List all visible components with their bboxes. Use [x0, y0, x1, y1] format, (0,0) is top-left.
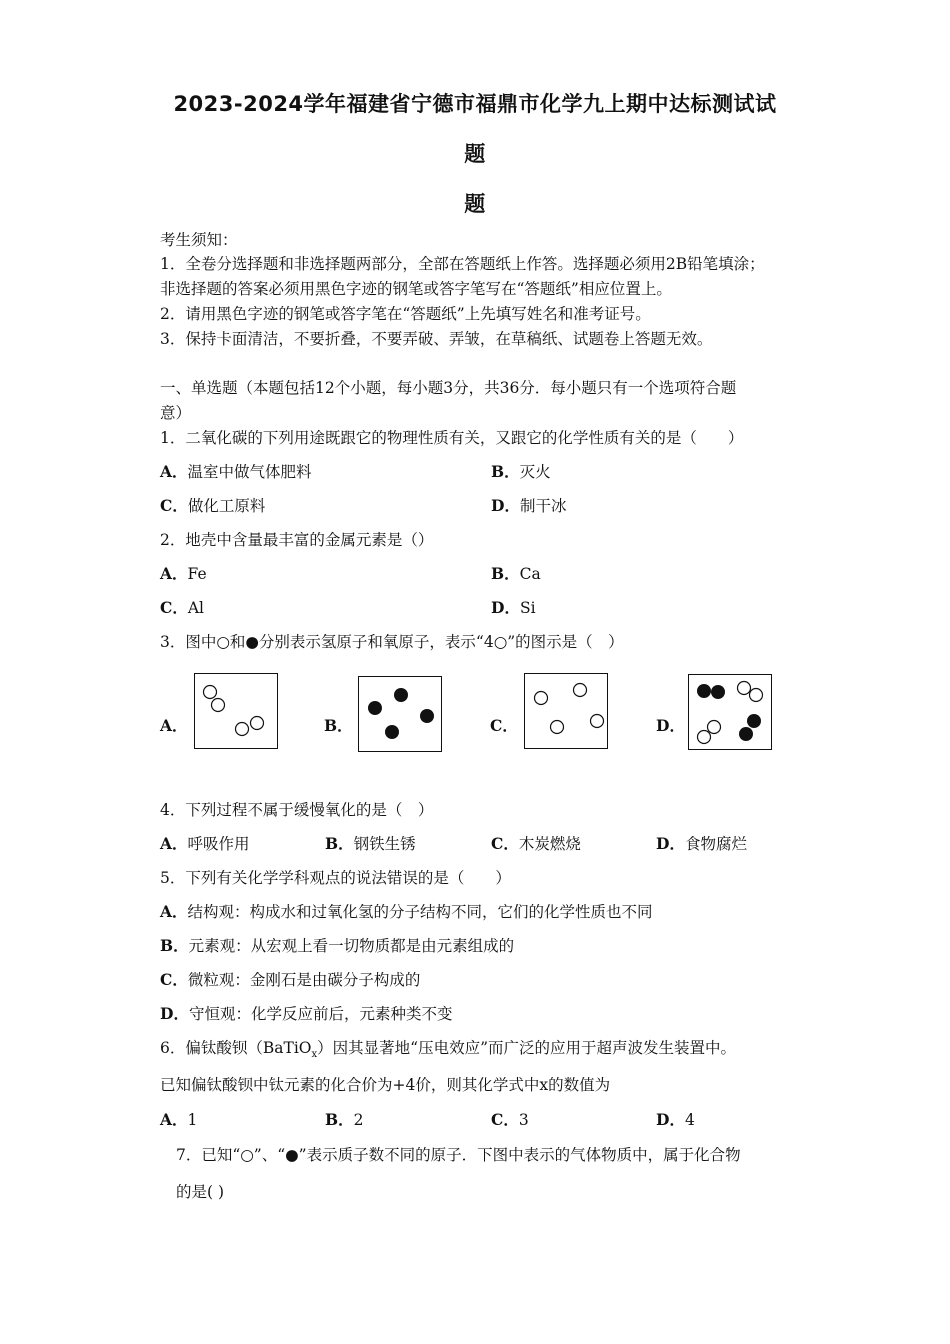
section-heading: 一、单选题（本题包括12个小题，每小题3分，共36分．每小题只有一个选项符合题 [160, 379, 737, 397]
notice-item-2: 2．请用黑色字迹的钢笔或答字笔在“答题纸”上先填写姓名和准考证号。 [160, 305, 651, 323]
option-letter: A． [160, 462, 188, 481]
option-text: 灭火 [519, 463, 551, 481]
q3-diagram-c [524, 673, 608, 749]
option-text: 1 [187, 1111, 198, 1129]
q3-option-d-letter[interactable]: D． [656, 716, 685, 735]
question-6-stem [160, 1036, 736, 1060]
page-title-continuation-2: 题 [464, 192, 486, 216]
option-letter: C． [160, 496, 188, 515]
option-text: 呼吸作用 [187, 835, 250, 853]
oxygen-atom [739, 727, 753, 741]
notice-item-1: 1．全卷分选择题和非选择题两部分，全部在答题纸上作答。选择题必须用2B铅笔填涂； [160, 255, 765, 273]
option-letter: D． [656, 834, 685, 853]
hydrogen-atom [551, 721, 564, 734]
q5-option-c[interactable] [160, 968, 420, 990]
option-letter: B． [325, 1110, 354, 1129]
option-text: Fe [187, 565, 207, 583]
q4-option-d[interactable] [656, 832, 747, 854]
q2-option-b[interactable] [491, 562, 541, 584]
q3-diagram-a [194, 673, 278, 749]
q6-option-c[interactable] [491, 1108, 529, 1130]
hydrogen-atom [535, 692, 548, 705]
hydrogen-atom [698, 731, 711, 744]
q2-option-c[interactable] [160, 596, 204, 618]
hydrogen-atom [750, 689, 763, 702]
option-letter: B． [491, 462, 520, 481]
q2-option-d[interactable] [491, 596, 536, 618]
option-letter: B． [160, 936, 189, 955]
option-text: 3 [518, 1111, 529, 1129]
option-text: 微粒观：金刚石是由碳分子构成的 [187, 971, 421, 989]
molecule-diagram-b [359, 677, 443, 753]
option-letter: A． [160, 902, 188, 921]
question-2-stem: 2．地壳中含量最丰富的金属元素是（） [160, 531, 434, 549]
hydrogen-atom [236, 723, 249, 736]
hydrogen-atom [574, 684, 587, 697]
q6-formula-subscript: x [311, 1049, 318, 1061]
question-7-stem-cont: 的是( ) [176, 1183, 225, 1201]
hydrogen-atom [212, 699, 225, 712]
option-text: Al [187, 599, 204, 617]
option-text: 4 [684, 1111, 695, 1129]
q6-option-d[interactable] [656, 1108, 695, 1130]
q1-option-b[interactable] [491, 460, 551, 482]
notice-heading: 考生须知： [160, 231, 238, 249]
q6-stem-part: 6．偏钛酸钡（BaTiO [160, 1039, 312, 1057]
option-text: 2 [353, 1111, 364, 1129]
page-title: 2023-2024学年福建省宁德市福鼎市化学九上期中达标测试试 [173, 92, 777, 116]
oxygen-atom [385, 725, 399, 739]
option-text: 制干冰 [519, 497, 567, 515]
q3-diagram-b [358, 676, 442, 752]
oxygen-atom [394, 688, 408, 702]
q6-option-b[interactable] [325, 1108, 363, 1130]
q4-option-a[interactable] [160, 832, 250, 854]
q4-option-b[interactable] [325, 832, 416, 854]
molecule-diagram-c [525, 674, 609, 750]
option-text: 元素观：从宏观上看一切物质都是由元素组成的 [188, 937, 515, 955]
molecule-diagram-a [195, 674, 279, 750]
option-text: 守恒观：化学反应前后，元素种类不变 [188, 1005, 453, 1023]
notice-item-1-cont: 非选择题的答案必须用黑色字迹的钢笔或答字笔写在“答题纸”相应位置上。 [160, 280, 672, 298]
option-text: 做化工原料 [187, 497, 266, 515]
q6-option-a[interactable] [160, 1108, 197, 1130]
q5-option-d[interactable] [160, 1002, 452, 1024]
q5-option-a[interactable] [160, 900, 653, 922]
oxygen-atom [420, 709, 434, 723]
option-letter: C． [160, 970, 188, 989]
q5-option-b[interactable] [160, 934, 514, 956]
q1-option-a[interactable] [160, 460, 312, 482]
hydrogen-atom [204, 686, 217, 699]
hydrogen-atom [591, 715, 604, 728]
q1-option-d[interactable] [491, 494, 566, 516]
q6-stem-part: ）因其显著地“压电效应”而广泛的应用于超声波发生装置中。 [317, 1039, 736, 1057]
oxygen-atom [368, 701, 382, 715]
question-7-stem: 7．已知“○”、“●”表示质子数不同的原子．下图中表示的气体物质中，属于化合物 [176, 1146, 741, 1164]
q3-option-b-letter[interactable]: B． [324, 716, 353, 735]
oxygen-atom [697, 684, 711, 698]
option-letter: D． [160, 1004, 189, 1023]
option-letter: D． [491, 496, 520, 515]
question-5-stem: 5．下列有关化学学科观点的说法错误的是（ ） [160, 869, 511, 887]
option-letter: C． [491, 1110, 519, 1129]
hydrogen-atom [708, 721, 721, 734]
option-text: 木炭燃烧 [518, 835, 581, 853]
q3-diagram-d [688, 674, 772, 750]
option-letter: D． [656, 1110, 685, 1129]
q1-option-c[interactable] [160, 494, 265, 516]
page-title-continuation: 题 [464, 142, 486, 166]
q4-option-c[interactable] [491, 832, 581, 854]
q3-option-a-letter[interactable]: A． [160, 716, 188, 735]
q2-option-a[interactable] [160, 562, 207, 584]
option-text: Ca [519, 565, 541, 583]
q3-option-c-letter[interactable]: C． [490, 716, 518, 735]
option-letter: D． [491, 598, 520, 617]
option-letter: C． [160, 598, 188, 617]
question-1-stem: 1．二氧化碳的下列用途既跟它的物理性质有关，又跟它的化学性质有关的是（ ） [160, 429, 744, 447]
option-letter: B． [491, 564, 520, 583]
option-letter: C． [491, 834, 519, 853]
hydrogen-atom [738, 682, 751, 695]
section-heading-cont: 意） [160, 404, 192, 422]
option-text: Si [519, 599, 536, 617]
option-letter: A． [160, 834, 188, 853]
question-4-stem: 4．下列过程不属于缓慢氧化的是（ ） [160, 801, 434, 819]
option-text: 温室中做气体肥料 [187, 463, 312, 481]
hydrogen-atom [251, 717, 264, 730]
question-3-stem: 3．图中○和●分别表示氢原子和氧原子，表示“4○”的图示是（ ） [160, 633, 624, 651]
oxygen-atom [747, 714, 761, 728]
notice-item-3: 3．保持卡面清洁，不要折叠，不要弄破、弄皱，在草稿纸、试题卷上答题无效。 [160, 330, 713, 348]
option-text: 食物腐烂 [684, 835, 747, 853]
option-letter: A． [160, 1110, 188, 1129]
molecule-diagram-d [689, 675, 773, 751]
option-letter: A． [160, 564, 188, 583]
option-text: 钢铁生锈 [353, 835, 416, 853]
option-letter: B． [325, 834, 354, 853]
option-text: 结构观：构成水和过氧化氢的分子结构不同，它们的化学性质也不同 [187, 903, 653, 921]
question-6-stem-cont: 已知偏钛酸钡中钛元素的化合价为+4价，则其化学式中x的数值为 [160, 1076, 611, 1094]
oxygen-atom [711, 685, 725, 699]
